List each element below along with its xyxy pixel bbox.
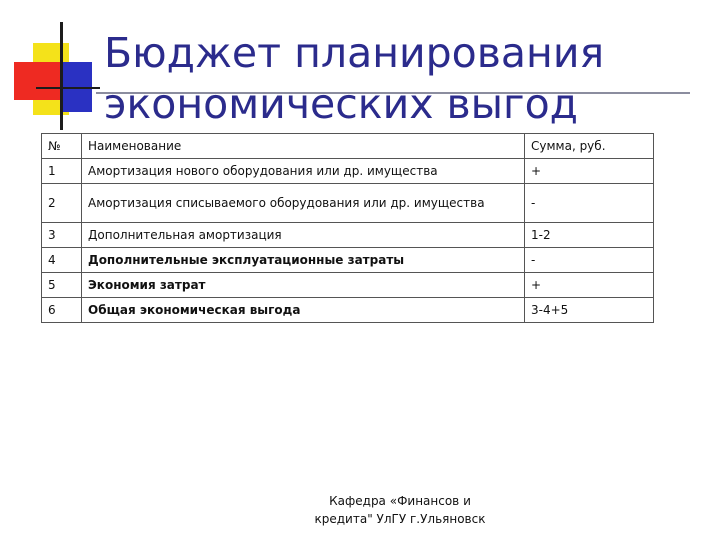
slide-title-line2: экономических выгод (104, 80, 579, 128)
slide-title (104, 28, 704, 130)
table-row (42, 184, 654, 223)
row-sum: - (525, 248, 654, 273)
table-row (42, 248, 654, 273)
footer-caption (290, 492, 510, 528)
row-name: Общая экономическая выгода (82, 298, 525, 323)
table-row (42, 159, 654, 184)
row-name: Амортизация списываемого оборудования или др. имущества (82, 184, 525, 223)
table-row (42, 298, 654, 323)
budget-table (41, 133, 654, 323)
row-number: 3 (42, 223, 82, 248)
footer-line2: кредита" УлГУ г.Ульяновск (314, 512, 486, 526)
footer-line1: Кафедра «Финансов и (329, 494, 471, 508)
row-sum: + (525, 273, 654, 298)
row-number: 6 (42, 298, 82, 323)
row-name: Дополнительные эксплуатационные затраты (82, 248, 525, 273)
table-header-row (42, 134, 654, 159)
table-row (42, 273, 654, 298)
decor-vertical-line (60, 22, 63, 130)
row-number: 1 (42, 159, 82, 184)
row-number: 5 (42, 273, 82, 298)
row-name: Экономия затрат (82, 273, 525, 298)
decor-horizontal-line (36, 87, 100, 89)
decor-red-square (14, 62, 62, 100)
row-name: Амортизация нового оборудования или др. имущества (82, 159, 525, 184)
row-sum: 1-2 (525, 223, 654, 248)
table-row (42, 223, 654, 248)
row-name: Дополнительная амортизация (82, 223, 525, 248)
row-number: 2 (42, 184, 82, 223)
header-number: № (42, 134, 82, 159)
header-name: Наименование (82, 134, 525, 159)
row-number: 4 (42, 248, 82, 273)
row-sum: + (525, 159, 654, 184)
header-sum: Сумма, руб. (525, 134, 654, 159)
row-sum: 3-4+5 (525, 298, 654, 323)
slide-title-line1: Бюджет планирования (104, 29, 605, 77)
row-sum: - (525, 184, 654, 223)
